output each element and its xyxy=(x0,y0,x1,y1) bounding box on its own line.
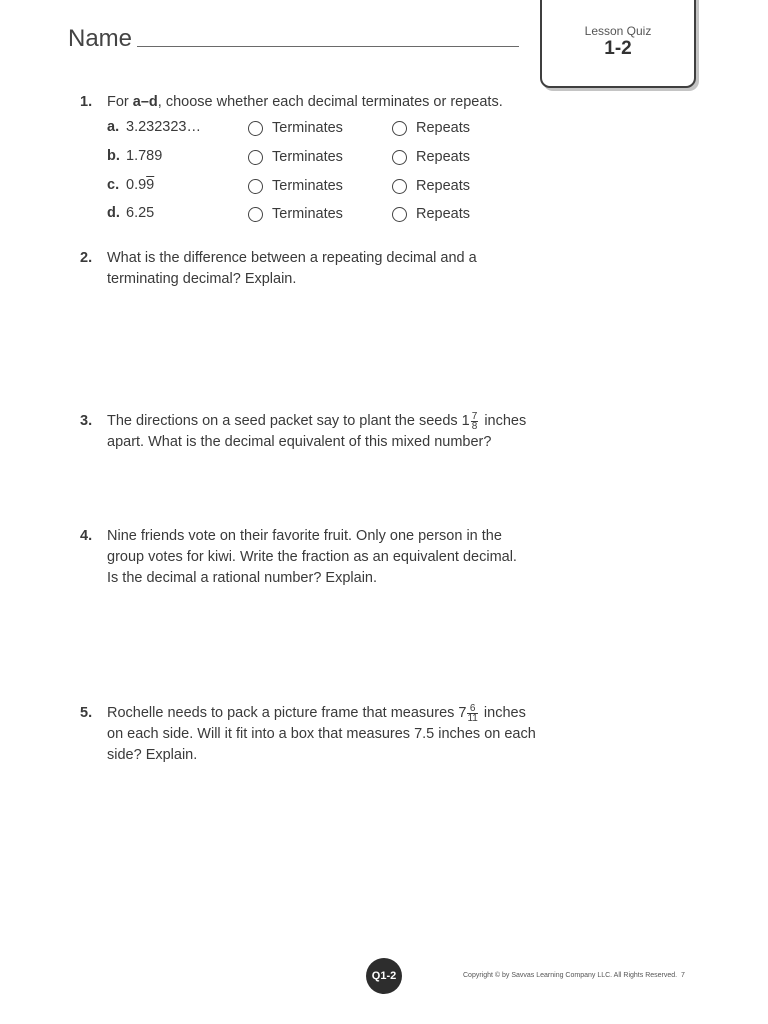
question-number: 3. xyxy=(80,413,93,429)
choice-letter: a. xyxy=(107,119,120,135)
radio-button[interactable] xyxy=(248,207,263,222)
question-line: apart. What is the decimal equivalent of this mixed number? xyxy=(107,434,492,450)
option-label: Repeats xyxy=(416,120,471,136)
page-number: 7 xyxy=(681,972,685,979)
option-label: Terminates xyxy=(272,178,343,194)
choice-value: 3.232323… xyxy=(126,119,201,135)
question-line: group votes for kiwi. Write the fraction as an equivalent decimal. xyxy=(107,549,517,565)
option-repeats[interactable] xyxy=(392,146,470,168)
question-4 xyxy=(80,526,570,589)
question-line: side? Explain. xyxy=(107,747,198,763)
option-label: Repeats xyxy=(416,206,471,222)
question-line: The directions on a seed packet say to plant the seeds 1 xyxy=(107,413,470,429)
question-5 xyxy=(80,703,570,766)
choice-value: 6.25 xyxy=(126,205,155,221)
question-line: Nine friends vote on their favorite fruit. Only one person in the xyxy=(107,528,502,544)
radio-button[interactable] xyxy=(392,207,407,222)
option-label: Repeats xyxy=(416,149,471,165)
question-3 xyxy=(80,411,570,453)
copyright-notice xyxy=(463,972,685,979)
choice-letter: b. xyxy=(107,148,120,164)
lesson-quiz-box xyxy=(540,0,696,88)
question-text xyxy=(107,92,570,113)
option-terminates[interactable] xyxy=(248,146,343,168)
question-text xyxy=(107,703,570,766)
question-2 xyxy=(80,248,570,290)
question-text xyxy=(107,248,570,290)
choice-value: 1.789 xyxy=(126,148,163,164)
page-badge: Q1-2 xyxy=(366,958,402,994)
question-1 xyxy=(80,92,570,113)
choice-letter: d. xyxy=(107,205,120,221)
option-repeats[interactable] xyxy=(392,117,470,139)
name-line[interactable] xyxy=(137,46,519,47)
fraction-numerator: 6 xyxy=(467,704,477,714)
lesson-quiz-label: Lesson Quiz xyxy=(584,24,652,38)
prompt-prefix: For xyxy=(107,94,133,110)
question-text xyxy=(107,411,570,453)
radio-button[interactable] xyxy=(248,179,263,194)
radio-button[interactable] xyxy=(392,121,407,136)
mixed-number-fraction xyxy=(467,704,477,723)
prompt-suffix: , choose whether each decimal terminates or repeats. xyxy=(157,94,503,110)
question-line: Rochelle needs to pack a picture frame that measures 7 xyxy=(107,705,467,721)
question-number: 5. xyxy=(80,705,93,721)
option-label: Repeats xyxy=(416,178,471,194)
option-label: Terminates xyxy=(272,149,343,165)
question-text xyxy=(107,526,570,589)
question-number: 1. xyxy=(80,94,93,110)
option-label: Terminates xyxy=(272,206,343,222)
prompt-bold: a–d xyxy=(132,94,158,110)
question-line: terminating decimal? Explain. xyxy=(107,271,297,287)
option-terminates[interactable] xyxy=(248,203,343,225)
radio-button[interactable] xyxy=(248,150,263,165)
lesson-quiz-number: 1-2 xyxy=(604,38,632,59)
question-number: 2. xyxy=(80,250,93,266)
option-terminates[interactable] xyxy=(248,175,343,197)
radio-button[interactable] xyxy=(392,150,407,165)
question-number: 4. xyxy=(80,528,93,544)
question-line: What is the difference between a repeating decimal and a xyxy=(107,250,477,266)
decimal-base: 0.9 xyxy=(126,177,147,193)
choice-value xyxy=(126,177,154,193)
mixed-number-fraction xyxy=(471,412,479,431)
copyright-text: Copyright © by Savvas Learning Company LLC. All Rights Reserved. xyxy=(463,972,678,979)
option-repeats[interactable] xyxy=(392,175,470,197)
option-terminates[interactable] xyxy=(248,117,343,139)
question-line: Is the decimal a rational number? Explain. xyxy=(107,570,378,586)
question-line: inches xyxy=(479,705,526,721)
fraction-denominator: 8 xyxy=(471,420,478,432)
radio-button[interactable] xyxy=(248,121,263,136)
radio-button[interactable] xyxy=(392,179,407,194)
choice-letter: c. xyxy=(107,177,120,193)
question-line: on each side. Will it fit into a box that measures 7.5 inches on each xyxy=(107,726,536,742)
fraction-numerator: 7 xyxy=(471,410,478,422)
fraction-denominator: 11 xyxy=(467,712,478,724)
question-line: inches xyxy=(480,413,527,429)
option-label: Terminates xyxy=(272,120,343,136)
option-repeats[interactable] xyxy=(392,203,470,225)
repeat-digit: 9 xyxy=(146,177,155,193)
name-label: Name xyxy=(68,25,133,52)
